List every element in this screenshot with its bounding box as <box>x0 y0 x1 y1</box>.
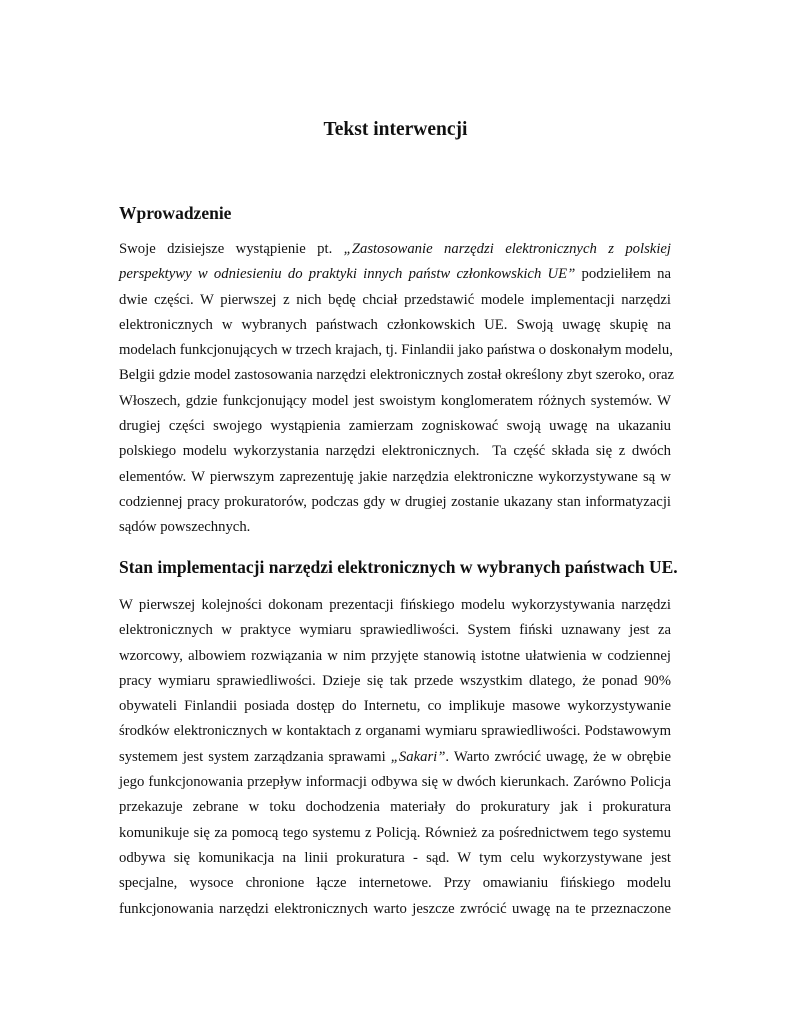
text-line <box>119 237 671 262</box>
text-run: Swoje dzisiejsze wystąpienie pt. <box>119 241 344 257</box>
text-line <box>119 363 675 388</box>
text-run: elektronicznych w praktyce wymiaru sprawiedliwości. System fiński uznawany jest za <box>119 622 671 639</box>
text-line <box>119 593 671 618</box>
text-run: komunikuje się za pomocą tego systemu z Policją. Również za pośrednictwem tego systemu <box>119 824 671 841</box>
text-line <box>119 694 671 719</box>
text-run: pracy wymiaru sprawiedliwości. Dzieje się tak przede wszystkim dlatego, że ponad 90% <box>119 672 671 689</box>
text-run: funkcjonowania narzędzi elektronicznych warto jeszcze zwrócić uwagę na te przeznaczone <box>119 900 671 917</box>
paragraph-implementation <box>119 593 671 922</box>
text-run: Belgii gdzie model zastosowania narzędzi elektronicznych został określony zbyt szeroko, oraz <box>119 367 675 384</box>
text-run: codziennej pracy prokuratorów, podczas gdy w drugiej zostanie ukazany stan informatyzacji <box>119 493 671 510</box>
text-line <box>119 389 671 414</box>
text-run: modelach funkcjonujących w trzech krajach, tj. Finlandii jako państwa o doskonałym modelu, <box>119 342 673 359</box>
section-heading-implementation: Stan implementacji narzędzi elektronicznych w wybranych państwach UE. <box>119 557 678 577</box>
text-run: środków elektronicznych w kontaktach z organami wymiaru sprawiedliwości. Podstawowym <box>119 723 671 740</box>
text-line <box>119 745 671 770</box>
text-line <box>119 770 671 795</box>
text-run: obywateli Finlandii posiada dostęp do Internetu, co implikuje masowe wykorzystywanie <box>119 698 671 715</box>
text-run: sądów powszechnych. <box>119 519 251 536</box>
text-line <box>119 465 671 490</box>
text-line <box>119 490 671 515</box>
italic-text: „Sakari” <box>390 748 446 765</box>
text-line <box>119 644 671 669</box>
paragraph-introduction <box>119 237 675 541</box>
text-run: podzieliłem na <box>575 266 671 283</box>
text-line <box>119 262 671 287</box>
text-line <box>119 846 671 871</box>
document-title: Tekst interwencji <box>323 119 468 140</box>
text-run: elektronicznych w wybranych państwach członkowskich UE. Swoją uwagę skupię na <box>119 316 671 333</box>
text-run: drugiej części swojego wystąpienia zamierzam zogniskować swoją uwagę na ukazaniu <box>119 418 671 435</box>
text-line <box>119 288 671 313</box>
italic-text: perspektywy w odniesieniu do praktyki innych państw członkowskich UE” <box>119 266 576 283</box>
text-run: jego funkcjonowania przepływ informacji odbywa się w dwóch kierunkach. Zarówno Policja <box>119 774 671 791</box>
text-line <box>119 669 671 694</box>
text-run: odbywa się komunikacja na linii prokuratura - sąd. W tym celu wykorzystywane jest <box>119 849 671 866</box>
text-line <box>119 719 671 744</box>
text-line <box>119 414 671 439</box>
text-run: Włoszech, gdzie funkcjonujący model jest swoistym konglomeratem różnych systemów. W <box>119 392 671 409</box>
text-line <box>119 338 671 363</box>
italic-text: „Zastosowanie narzędzi elektronicznych z polskiej <box>343 241 672 257</box>
text-line <box>119 795 671 820</box>
text-run: elementów. W pierwszym zaprezentuję jakie narzędzia elektroniczne wykorzystywane są w <box>119 468 671 485</box>
section-heading-introduction: Wprowadzenie <box>119 203 232 223</box>
text-run: przekazuje zebrane w toku dochodzenia materiały do prokuratury jak i prokuratura <box>119 799 671 816</box>
text-line <box>119 871 671 896</box>
text-run: wzorcowy, albowiem rozwiązania w nim przyjęte stanowią istotne ułatwienia w codziennej <box>119 647 671 664</box>
text-run: specjalne, wysoce chronione łącze internetowe. Przy omawianiu fińskiego modelu <box>119 875 671 892</box>
text-line <box>119 618 671 643</box>
text-run: polskiego modelu wykorzystania narzędzi elektronicznych. Ta część składa się z dwóch <box>119 443 671 460</box>
text-run: . Warto zwrócić uwagę, że w obrębie <box>445 748 671 765</box>
text-line <box>119 821 671 846</box>
text-line <box>119 313 671 338</box>
text-run: dwie części. W pierwszej z nich będę chciał przedstawić modele implementacji narzędzi <box>119 291 671 308</box>
text-run: W pierwszej kolejności dokonam prezentacji fińskiego modelu wykorzystywania narzędzi <box>119 597 671 613</box>
text-line <box>119 897 671 922</box>
text-line <box>119 439 671 464</box>
text-line <box>119 515 671 540</box>
text-run: systemem jest system zarządzania sprawami <box>119 748 391 765</box>
